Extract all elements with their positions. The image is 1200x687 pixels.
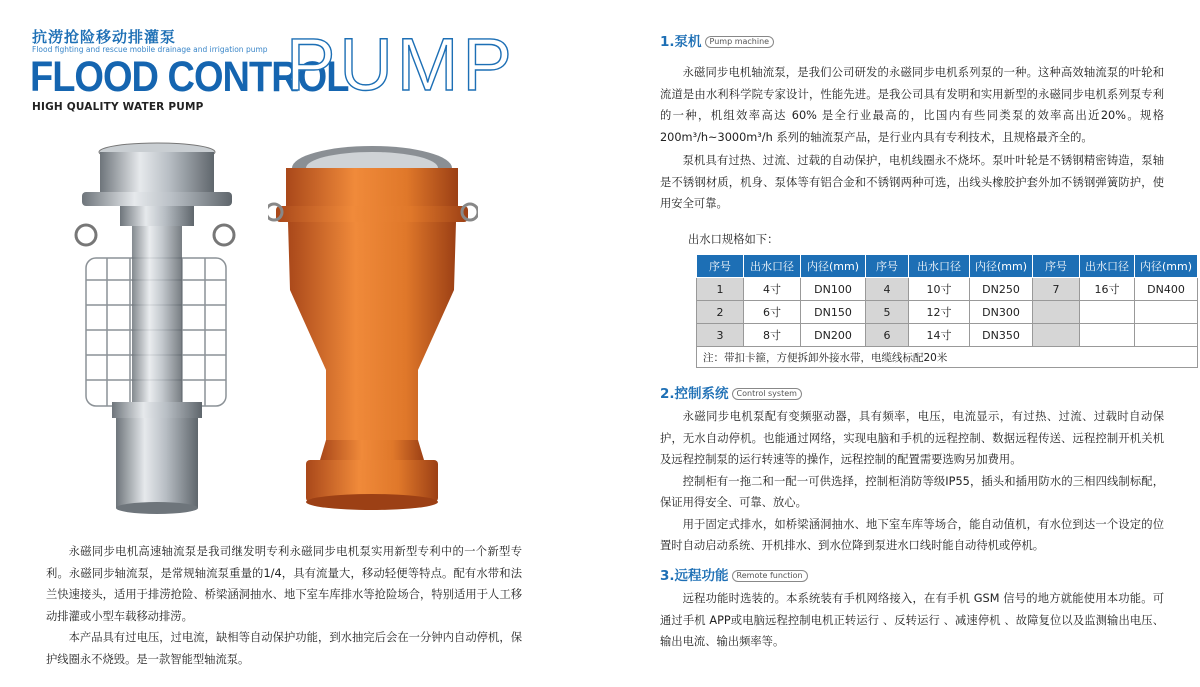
section-heading-remote bbox=[660, 564, 808, 584]
section-tag: Remote function bbox=[732, 570, 808, 582]
table-cell: 1 bbox=[697, 278, 744, 301]
table-cell bbox=[1033, 301, 1080, 324]
paragraph: 永磁同步电机泵配有变频驱动器，具有频率，电压，电流显示，有过热、过流、过载时自动保护，无水自动停机。也能通过网络，实现电脑和手机的远程控制、数据远程传送、远程控制开机关机及远程控制泵的运行转速等的操作，远程控制的配置需要选购另加费用。 bbox=[660, 410, 1164, 466]
section-heading-control bbox=[660, 382, 802, 402]
main-title: FLOOD CONTROL bbox=[30, 54, 349, 102]
section-title: 1.泵机 bbox=[660, 34, 702, 50]
table-cell: 6 bbox=[866, 324, 909, 347]
table-cell bbox=[1135, 301, 1198, 324]
table-note: 注：带扣卡箍，方便拆卸外接水带，电缆线标配20米 bbox=[697, 347, 1198, 368]
orange-pump-image bbox=[268, 140, 478, 525]
table-row bbox=[697, 278, 1198, 301]
section-title: 2.控制系统 bbox=[660, 386, 729, 402]
section-tag: Control system bbox=[732, 388, 802, 400]
table-cell: 3 bbox=[697, 324, 744, 347]
table-note-row bbox=[697, 347, 1198, 368]
table-row bbox=[697, 324, 1198, 347]
paragraph: 泵机具有过热、过流、过载的自动保护，电机线圈永不烧坏。泵叶叶轮是不锈钢精密铸造，泵轴是不锈钢材质，机身、泵体等有铝合金和不锈钢两种可选，出线头橡胶护套外加不锈钢弹簧防护，使用安全可靠。 bbox=[660, 154, 1164, 210]
table-cell: 14寸 bbox=[909, 324, 970, 347]
table-cell: DN300 bbox=[970, 301, 1033, 324]
header-cell: 出水口径 bbox=[1080, 255, 1135, 278]
steel-pump-image bbox=[72, 140, 242, 520]
table-cell: 7 bbox=[1033, 278, 1080, 301]
table-cell: 12寸 bbox=[909, 301, 970, 324]
section-body-pump bbox=[660, 62, 1164, 215]
paragraph: 用于固定式排水，如桥梁涵洞抽水、地下室车库等场合，能自动值机，有水位到达一个设定的位置时自动启动系统、开机排水、到水位降到泵进水口线时能自动待机或停机。 bbox=[660, 517, 1164, 552]
table-cell: 5 bbox=[866, 301, 909, 324]
section-heading-pump bbox=[660, 30, 774, 50]
table-cell: DN350 bbox=[970, 324, 1033, 347]
table-intro: 出水口规格如下： bbox=[688, 233, 779, 246]
pump-outline-word: PUMP bbox=[286, 23, 516, 106]
header-cell: 序号 bbox=[866, 255, 909, 278]
english-subtitle: Flood fighting and rescue mobile drainage and irrigation pump bbox=[32, 45, 268, 54]
table-cell: 4寸 bbox=[744, 278, 801, 301]
table-row bbox=[697, 301, 1198, 324]
table-cell: DN100 bbox=[801, 278, 866, 301]
table-cell: DN200 bbox=[801, 324, 866, 347]
table-cell: 6寸 bbox=[744, 301, 801, 324]
table-cell: 4 bbox=[866, 278, 909, 301]
section-title: 3.远程功能 bbox=[660, 568, 729, 584]
header-cell: 内径(mm) bbox=[801, 255, 866, 278]
spec-table bbox=[696, 254, 1198, 368]
section-body-remote bbox=[660, 588, 1164, 653]
table-cell: 8寸 bbox=[744, 324, 801, 347]
table-cell bbox=[1033, 324, 1080, 347]
table-cell: DN250 bbox=[970, 278, 1033, 301]
chinese-title: 抗涝抢险移动排灌泵 bbox=[32, 28, 177, 46]
paragraph: 永磁同步电机轴流泵，是我们公司研发的永磁同步电机系列泵的一种。这种高效轴流泵的叶轮和流道是由水利科学院专家设计，性能先进。是我公司具有发明和实用新型的永磁同步电机系列泵专利的一种，机组效率高达 60% 是全行业最高的，比国内有些同类泵的效率高出近20%。规格 200m³/h~3000m³/h 系列的轴流泵产品，是行业内具有专利技术，且规格最齐全的。 bbox=[660, 66, 1164, 144]
table-cell bbox=[1080, 301, 1135, 324]
paragraph: 控制柜有一拖二和一配一可供选择，控制柜消防等级IP55，插头和插用防水的三相四线制标配，保证用得安全、可靠、放心。 bbox=[660, 474, 1164, 509]
table-cell bbox=[1135, 324, 1198, 347]
section-body-control bbox=[660, 406, 1164, 557]
header-cell: 内径(mm) bbox=[970, 255, 1033, 278]
section-tag: Pump machine bbox=[705, 36, 775, 48]
left-text-block bbox=[46, 541, 522, 670]
header-cell: 序号 bbox=[697, 255, 744, 278]
header-cell: 出水口径 bbox=[909, 255, 970, 278]
spec-table-wrapper bbox=[696, 254, 1198, 368]
table-cell: 16寸 bbox=[1080, 278, 1135, 301]
left-paragraph-2: 本产品具有过电压，过电流，缺相等自动保护功能，到水抽完后会在一分钟内自动停机，保护线圈永不烧毁。是一款智能型轴流泵。 bbox=[46, 631, 522, 666]
header-cell: 出水口径 bbox=[744, 255, 801, 278]
table-cell: DN400 bbox=[1135, 278, 1198, 301]
header-cell: 序号 bbox=[1033, 255, 1080, 278]
table-cell: DN150 bbox=[801, 301, 866, 324]
spec-table-header bbox=[697, 255, 1198, 278]
table-cell bbox=[1080, 324, 1135, 347]
header-cell: 内径(mm) bbox=[1135, 255, 1198, 278]
table-cell: 10寸 bbox=[909, 278, 970, 301]
left-paragraph-1: 永磁同步电机高速轴流泵是我司继发明专利永磁同步电机泵实用新型专利中的一个新型专利。永磁同步轴流泵，是常规轴流泵重量的1/4，具有流量大，移动轻便等特点。配有水带和法兰快速接头，适用于排涝抢险、桥梁涵洞抽水、地下室车库排水等抢险场合，特别适用于人工移动排灌或小型车载移动排涝。 bbox=[46, 545, 522, 623]
tagline: HIGH QUALITY WATER PUMP bbox=[32, 101, 204, 113]
paragraph: 远程功能时选装的。本系统装有手机网络接入，在有手机 GSM 信号的地方就能使用本功能。可通过手机 APP或电脑远程控制电机正转运行 、反转运行 、减速停机 、故障复位以及监测输出电压、输出电流、输出频率等。 bbox=[660, 592, 1164, 648]
table-cell: 2 bbox=[697, 301, 744, 324]
